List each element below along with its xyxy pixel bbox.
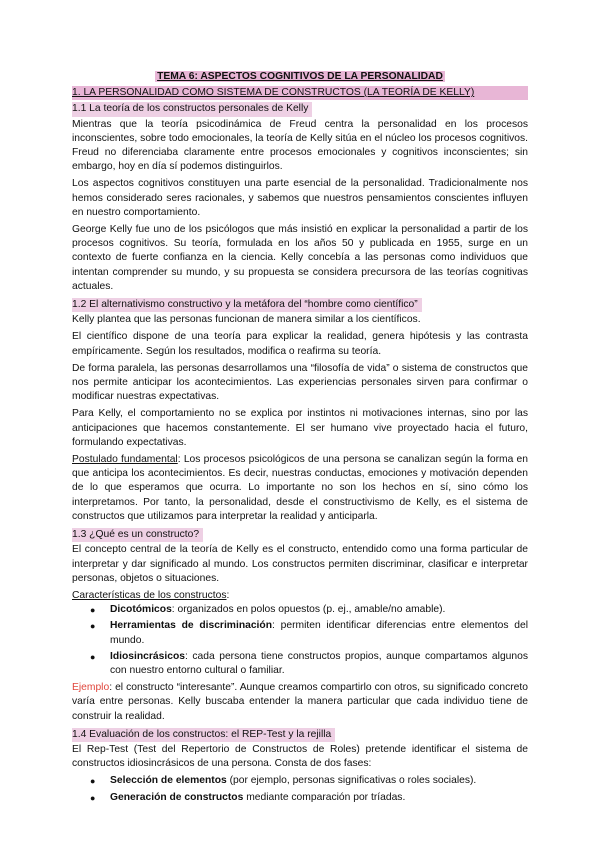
paragraph: Mientras que la teoría psicodinámica de Freud centra la personalidad en los procesos inconscientes, sobre todo emocionales, la teoría de Kelly sitúa en el núcleo los procesos cognitivos. Freud no diferenciaba claramente entre procesos emocionales y cognitivos inconscientes; sin embargo, hoy en día sí podemos distinguirlos. (72, 118, 528, 173)
subsection-heading-1-4: 1.4 Evaluación de los constructos: el REP-Test y la rejilla (72, 728, 335, 742)
list-item (110, 603, 528, 617)
ejemplo-text: : el constructo “interesante”. Aunque creamos compartirlo con otros, su significado concreto varía entre personas. Kelly buscaba entender la manera particular que cada individuo tiene de construir la realidad. (72, 682, 528, 722)
list-item-term: Generación de constructos (110, 791, 244, 803)
postulado-text: : Los procesos psicológicos de una persona se canalizan según la forma en que anticipa los acontecimientos. Es decir, nuestras conductas, emociones y motivación dependen de lo que esperamos que ocurra. Lo importante no son los hechos en sí, sino cómo los interpretamos. Por tanto, la personalidad, desde el constructivismo de Kelly, es el sistema de constructos que utilizamos para interpretar la realidad y anticiparla. (72, 454, 528, 522)
paragraph: Los aspectos cognitivos constituyen una parte esencial de la personalidad. Tradicionalmente nos hemos considerado seres racionales, y sabemos que nuestros pensamientos conscientes influyen en nuestro comportamiento. (72, 178, 528, 218)
list-item-text: : organizados en polos opuestos (p. ej., amable/no amable). (171, 604, 446, 616)
document-title: TEMA 6: ASPECTOS COGNITIVOS DE LA PERSONALIDAD (157, 71, 443, 82)
list-item-term: Herramientas de discriminación (110, 620, 273, 632)
postulado-paragraph (72, 453, 528, 524)
caracteristicas-list (72, 603, 528, 678)
ejemplo-paragraph (72, 681, 528, 724)
list-item-term: Dicotómicos (110, 604, 172, 616)
colon: : (226, 589, 230, 601)
list-item-text: : cada persona tiene constructos propios, aunque compartamos algunos con nuestro entorno cultural o familiar. (110, 650, 528, 676)
paragraph: El Rep-Test (Test del Repertorio de Constructos de Roles) pretende identificar el sistema de constructos idiosincrásicos de una persona. Consta de dos fases: (72, 743, 528, 770)
caracteristicas-label-line (72, 589, 528, 603)
list-item-text: : permiten identificar diferencias entre elementos del mundo. (110, 620, 529, 646)
list-item-term: Selección de elementos (110, 775, 227, 787)
paragraph: George Kelly fue uno de los psicólogos que más insistió en explicar la personalidad a partir de los procesos cognitivos. Su teoría, formulada en los años 50 y publicada en 1955, surge en un contexto de fuerte confianza en la ciencia. Kelly concebía a las personas como individuos que intentan comprender su mundo, y su propuesta se considera precursora de las teorías cognitivas actuales. (72, 224, 528, 292)
list-item (110, 619, 528, 647)
list-item (110, 650, 528, 678)
ejemplo-label: Ejemplo (72, 682, 110, 694)
paragraph: Para Kelly, el comportamiento no se explica por instintos ni motivaciones internas, sino por las anticipaciones que hacemos constantemente. El ser humano vive proyectado hacia el futuro, formulando expectativas. (72, 408, 528, 448)
postulado-label: Postulado fundamental (72, 454, 178, 466)
list-item-term: Idiosincrásicos (110, 650, 185, 662)
paragraph: El científico dispone de una teoría para explicar la realidad, genera hipótesis y las contrasta empíricamente. Según los resultados, modifica o reafirma su teoría. (72, 331, 528, 357)
list-item-text: (por ejemplo, personas significativas o roles sociales). (226, 775, 477, 787)
subsection-heading-1-1: 1.1 La teoría de los constructos personales de Kelly (72, 102, 312, 116)
paragraph: De forma paralela, las personas desarrollamos una “filosofía de vida” o sistema de constructos que nos permite anticipar los acontecimientos. Las experiencias personales sirven para confirmar o modificar nuestras expectativas. (72, 362, 528, 403)
document-page (72, 70, 528, 808)
paragraph: El concepto central de la teoría de Kelly es el constructo, entendido como una forma particular de interpretar y dar significado al mundo. Los constructos permiten discriminar, clasificar e interpretar personas, objetos o situaciones. (72, 544, 528, 584)
section-heading-1: 1. LA PERSONALIDAD COMO SISTEMA DE CONSTRUCTOS (LA TEORÍA DE KELLY) (72, 86, 528, 100)
list-item (110, 774, 528, 788)
paragraph: Kelly plantea que las personas funcionan de manera similar a los científicos. (72, 314, 421, 326)
subsection-heading-1-2: 1.2 El alternativismo constructivo y la metáfora del “hombre como científico” (72, 298, 422, 312)
list-item-text: mediante comparación por tríadas. (243, 791, 406, 803)
list-item (110, 791, 528, 805)
fases-list (72, 774, 528, 804)
caracteristicas-label: Características de los constructos (72, 589, 227, 601)
subsection-heading-1-3: 1.3 ¿Qué es un constructo? (72, 528, 203, 542)
